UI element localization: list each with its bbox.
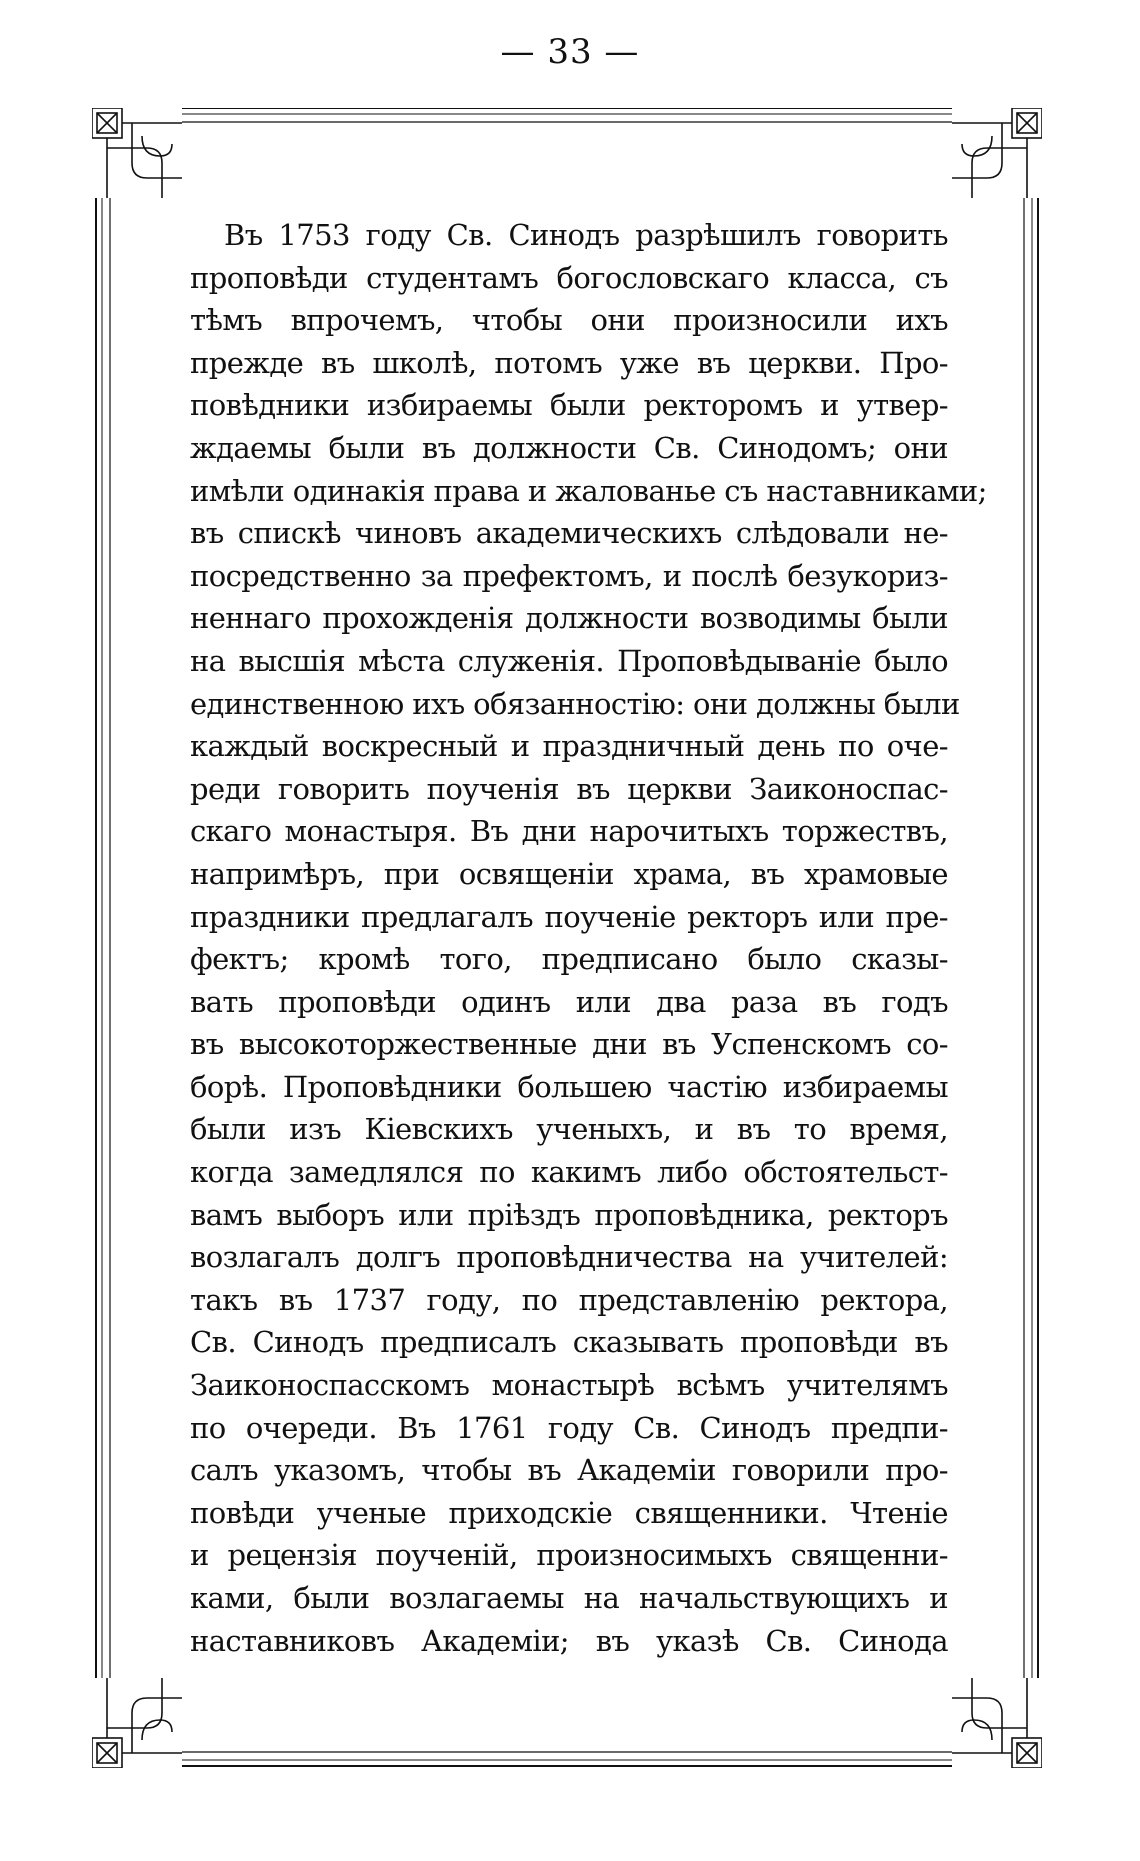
text-line: единственною ихъ обязанностію: они должны были: [190, 686, 960, 721]
text-line: проповѣди студентамъ богословскаго класса, съ: [190, 260, 948, 295]
text-line: въ спискѣ чиновъ академическихъ слѣдовали не-: [190, 516, 948, 551]
text-line: возлагалъ долгъ проповѣдничества на учителей:: [190, 1240, 948, 1275]
text-line: вамъ выборъ или пріѣздъ проповѣдника, ректоръ: [190, 1197, 948, 1232]
text-line: фектъ; кромѣ того, предписано было сказы-: [190, 942, 948, 977]
text-line: реди говорить поученія въ церкви Заиконоспас-: [190, 771, 948, 806]
text-line: ками, были возлагаемы на начальствующихъ и: [190, 1581, 948, 1615]
text-line: были изъ Кіевскихъ ученыхъ, и въ то время,: [190, 1112, 948, 1147]
text-line: повѣди ученые приходскіе священники. Чтеніе: [190, 1495, 948, 1530]
text-line: наставниковъ Академіи; въ указѣ Св. Синода: [190, 1623, 948, 1658]
text-line: неннаго прохожденія должности возводимы были: [190, 601, 948, 636]
text-line: имѣли одинакія права и жалованье съ наставниками;: [190, 473, 987, 508]
text-line: повѣдники избираемы были ректоромъ и утвер-: [190, 388, 948, 423]
text-line: тѣмъ впрочемъ, чтобы они произносили ихъ: [190, 303, 948, 338]
text-line: прежде въ школѣ, потомъ уже въ церкви. Про-: [190, 345, 948, 380]
text-line: и рецензія поученій, произносимыхъ священни-: [190, 1538, 948, 1573]
text-line: борѣ. Проповѣдники большею частію избираемы: [190, 1069, 948, 1104]
main-text-body: [190, 214, 987, 1662]
text-line: каждый воскресный и праздничный день по оче-: [190, 729, 948, 764]
text-line: когда замедлялся по какимъ либо обстоятельст-: [190, 1155, 948, 1190]
text-line: Заиконоспасскомъ монастырѣ всѣмъ учителямъ: [190, 1368, 948, 1403]
text-line: въ высокоторжественные дни въ Успенскомъ со-: [190, 1027, 948, 1062]
text-line: напримѣръ, при освященіи храма, въ храмовые: [190, 856, 948, 891]
text-line: на высшія мѣста служенія. Проповѣдываніе было: [190, 643, 948, 678]
text-line: вать проповѣди одинъ или два раза въ годъ: [190, 984, 948, 1019]
text-line: ждаемы были въ должности Св. Синодомъ; они: [190, 430, 948, 465]
text-line: салъ указомъ, чтобы въ Академіи говорили про-: [190, 1453, 948, 1488]
text-line: Св. Синодъ предписалъ сказывать проповѣди въ: [190, 1325, 948, 1360]
text-line: праздники предлагалъ поученіе ректоръ или пре-: [190, 899, 948, 934]
page-number: — 33 —: [500, 32, 640, 72]
text-line: по очереди. Въ 1761 году Св. Синодъ предпи-: [190, 1410, 948, 1445]
text-line: такъ въ 1737 году, по представленію ректора,: [190, 1282, 948, 1317]
text-line: скаго монастыря. Въ дни нарочитыхъ торжествъ,: [190, 814, 948, 849]
text-line: Въ 1753 году Св. Синодъ разрѣшилъ говорить: [224, 218, 948, 252]
text-line: посредственно за префектомъ, и послѣ безукориз-: [190, 558, 948, 593]
